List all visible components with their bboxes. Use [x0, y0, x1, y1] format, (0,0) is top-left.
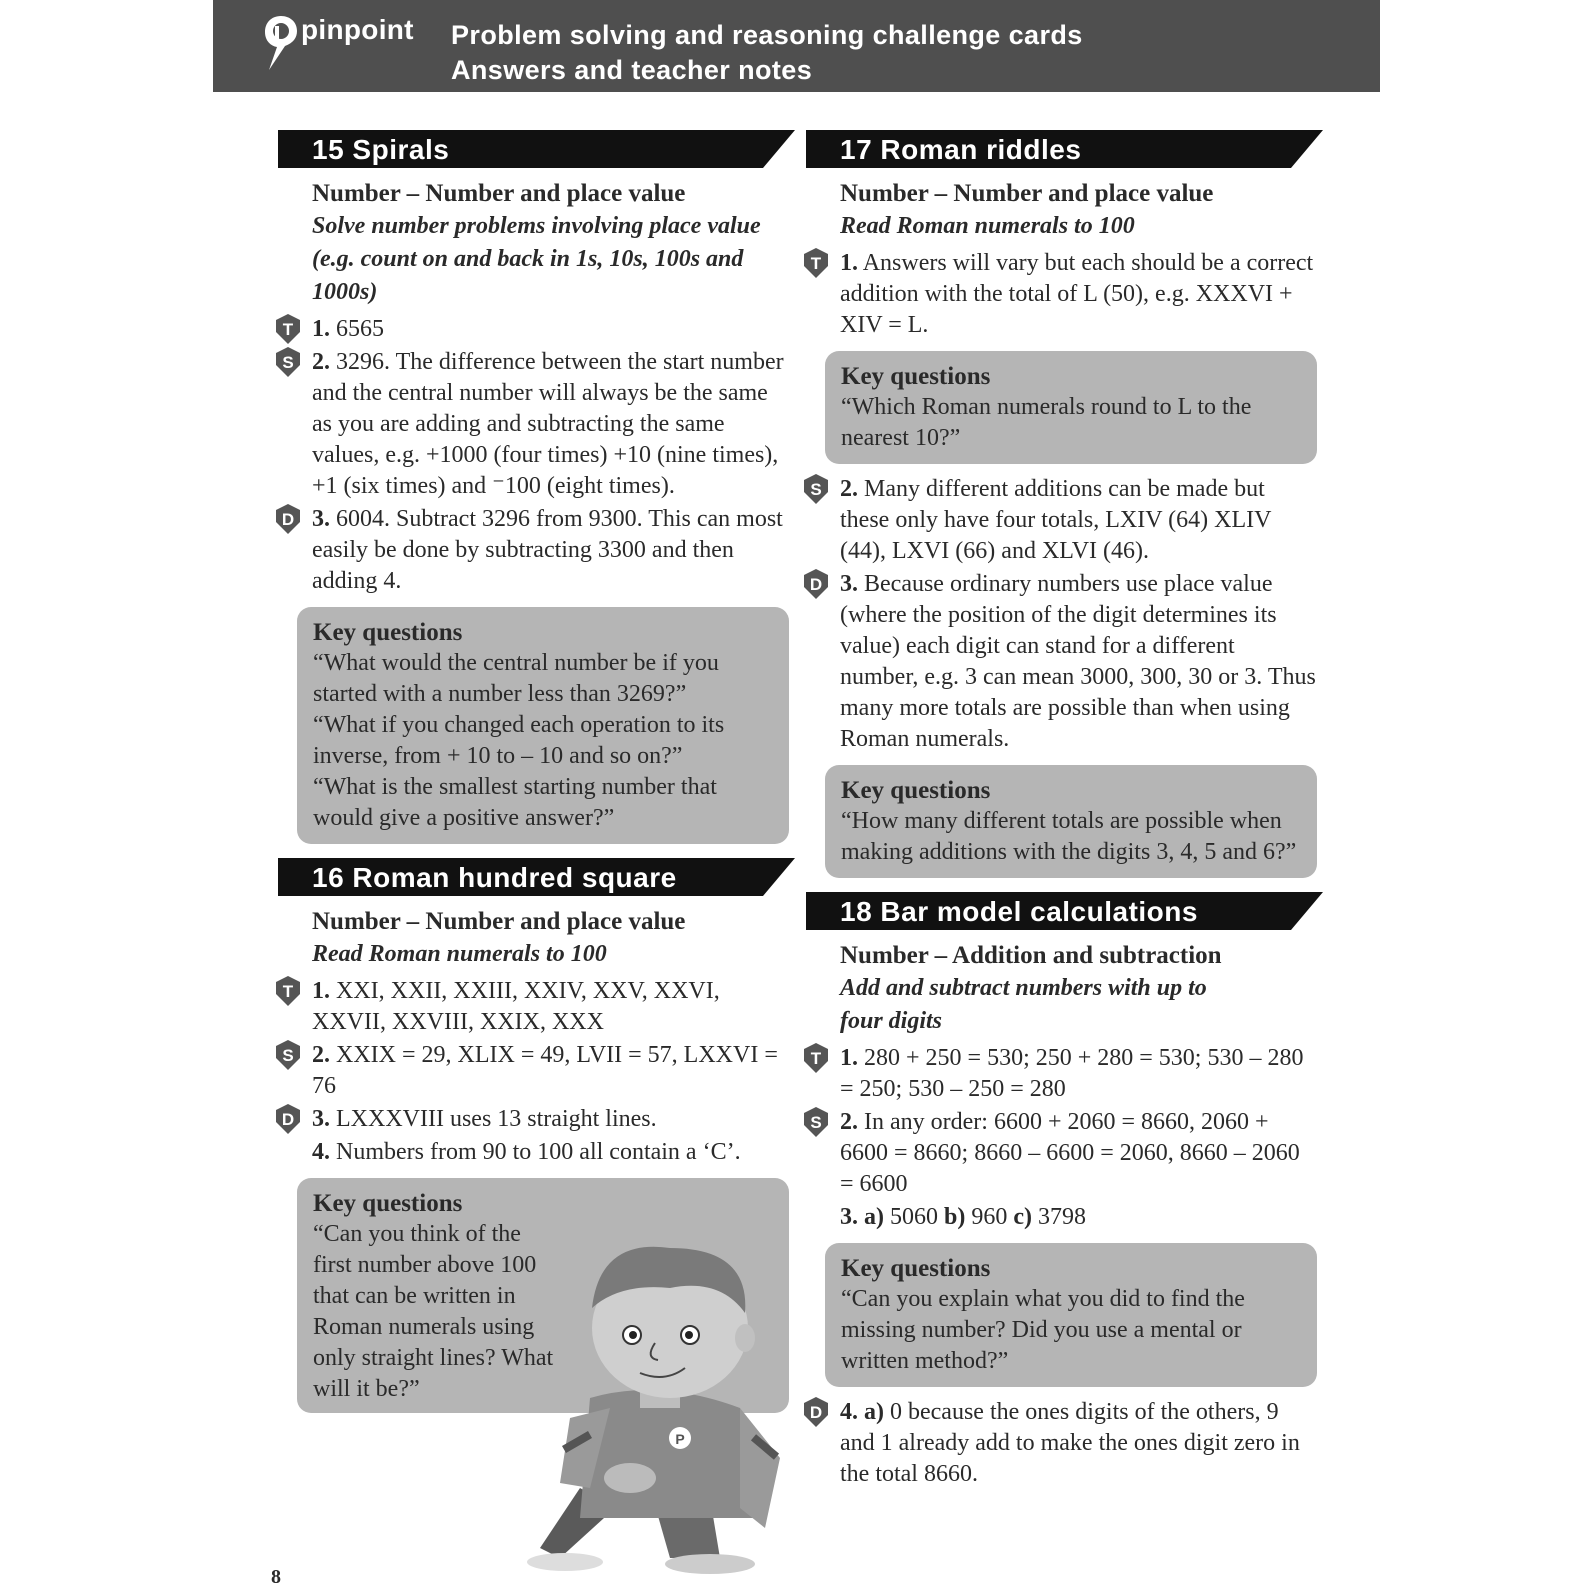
answer-text: LXXXVIII uses 13 straight lines. — [336, 1106, 657, 1132]
key-questions-title: Key questions — [841, 363, 991, 390]
badge-t-icon — [800, 246, 832, 289]
answer-number: 3. — [312, 506, 330, 532]
answer-number: 2. — [840, 1109, 858, 1135]
pinpoint-logo — [263, 14, 414, 72]
svg-text:D: D — [809, 1403, 823, 1422]
answer-text: XXI, XXII, XXIII, XXIV, XXV, XXVI, XXVII, XXVIII, XXIX, XXX — [312, 978, 720, 1035]
answer-text: 280 + 250 = 530; 250 + 280 = 530; 530 – 280 = 250; 530 – 250 = 280 — [840, 1045, 1304, 1102]
answer-number: 1. — [312, 978, 330, 1004]
header-title-line1: Problem solving and reasoning challenge cards — [451, 20, 1083, 50]
answer-item — [282, 1040, 789, 1102]
badge-s-icon — [272, 345, 304, 388]
answer-number: 3. — [312, 1106, 330, 1132]
section-15-objective: Solve number problems involving place value (e.g. count on and back in 1s, 10s, 100s and 1000s) — [312, 213, 761, 305]
answer-text: In any order: 6600 + 2060 = 8660, 2060 + 6600 = 8660; 8660 – 6600 = 2060, 8660 – 2060 = 6600 — [840, 1109, 1300, 1197]
key-questions-title: Key questions — [313, 619, 463, 646]
section-16-title: 16 Roman hundred square — [312, 862, 677, 893]
answer-text: 3798 — [1038, 1204, 1086, 1230]
answer-label: a) — [864, 1399, 884, 1425]
key-questions-box — [297, 607, 789, 844]
section-18-objective: Add and subtract numbers with up to four digits — [840, 975, 1207, 1034]
section-17-objective: Read Roman numerals to 100 — [840, 213, 1135, 239]
page-header — [213, 0, 1380, 92]
right-column — [806, 130, 1321, 1490]
answer-item — [281, 504, 789, 597]
answer-text: 5060 — [890, 1204, 938, 1230]
answer-item — [281, 1104, 789, 1135]
svg-text:T: T — [282, 320, 294, 339]
section-15-title: 15 Spirals — [312, 134, 450, 165]
answer-number: 4. — [312, 1139, 330, 1165]
svg-text:S: S — [810, 480, 822, 499]
badge-s-icon — [272, 1038, 304, 1081]
svg-text:T: T — [282, 982, 294, 1001]
answer-item — [312, 1137, 789, 1168]
answer-item — [810, 248, 1317, 341]
logo-wordmark: pinpoint — [301, 14, 414, 45]
section-15-body — [278, 177, 793, 844]
answer-number: 4. — [840, 1399, 858, 1425]
key-question: “Can you think of the first number above 100 that can be written in Roman numerals using only straight lines? What will it be?” — [313, 1221, 554, 1402]
answer-item — [810, 474, 1317, 567]
key-question: “Can you explain what you did to find the missing number? Did you use a mental or written method?” — [841, 1286, 1245, 1374]
answer-item — [282, 314, 789, 345]
answer-item — [840, 1202, 1317, 1233]
answer-number: 1. — [312, 316, 330, 342]
answer-number: 3. — [840, 1204, 858, 1230]
answer-number: 2. — [312, 1042, 330, 1068]
answer-text: 6004. Subtract 3296 from 9300. This can most easily be done by subtracting 3300 and then adding 4. — [312, 506, 783, 594]
answer-text: Answers will vary but each should be a correct addition with the total of L (50), e.g. XXXVI + XIV = L. — [840, 250, 1314, 338]
section-16-objective: Read Roman numerals to 100 — [312, 941, 607, 967]
key-questions-box — [825, 1243, 1317, 1387]
badge-t-icon — [272, 974, 304, 1017]
badge-d-icon — [800, 1395, 832, 1438]
badge-d-icon — [272, 1102, 304, 1145]
section-15-banner — [278, 130, 793, 168]
answer-text: XXIX = 29, XLIX = 49, LVII = 57, LXXVI = 76 — [312, 1042, 778, 1099]
key-questions-box — [825, 351, 1317, 464]
section-16-strand: Number – Number and place value — [312, 908, 686, 935]
answer-label: a) — [864, 1204, 884, 1230]
section-16-banner — [278, 858, 793, 896]
key-question: “Which Roman numerals round to L to the nearest 10?” — [841, 394, 1252, 451]
key-questions-title: Key questions — [841, 777, 991, 804]
answer-text: 0 because the ones digits of the others, 9 and 1 already add to make the ones digit zero in the total 8660. — [840, 1399, 1300, 1487]
badge-s-icon — [800, 1105, 832, 1148]
key-question: “How many different totals are possible when making additions with the digits 3, 4, 5 and 6?” — [841, 808, 1297, 865]
svg-text:S: S — [282, 353, 294, 372]
answer-text: Many different additions can be made but these only have four totals, LXIV (64) XLIV (44), LXVI (66) and XLVI (46). — [840, 476, 1272, 564]
key-question: “What would the central number be if you started with a number less than 3269?” — [313, 650, 719, 707]
header-title-line2: Answers and teacher notes — [451, 55, 813, 85]
section-18-title: 18 Bar model calculations — [840, 896, 1198, 927]
answer-text: Because ordinary numbers use place value (where the position of the digit determines its value) each digit can stand for a different number, e.g. 3 can mean 3000, 300, 30 or 3. Thus many more totals are possible than when using Roman numerals. — [840, 571, 1316, 752]
section-17-banner — [806, 130, 1321, 168]
section-18-strand: Number – Addition and subtraction — [840, 942, 1222, 969]
answer-number: 1. — [840, 1045, 858, 1071]
answer-label: c) — [1013, 1204, 1032, 1230]
badge-d-icon — [272, 502, 304, 545]
section-17-title: 17 Roman riddles — [840, 134, 1082, 165]
answer-text: 6565 — [336, 316, 384, 342]
key-questions-title: Key questions — [841, 1255, 991, 1282]
answer-item — [810, 1107, 1317, 1200]
key-question: “What if you changed each operation to its inverse, from + 10 to – 10 and so on?” — [313, 712, 725, 769]
badge-d-icon — [800, 567, 832, 610]
key-questions-box — [825, 765, 1317, 878]
answer-label: b) — [944, 1204, 966, 1230]
pinpoint-p-icon — [263, 14, 299, 72]
header-title — [451, 18, 1083, 88]
svg-text:D: D — [281, 510, 295, 529]
answer-text: 960 — [971, 1204, 1008, 1230]
svg-text:T: T — [810, 1049, 822, 1068]
boy-illustration — [520, 1228, 810, 1580]
svg-text:S: S — [282, 1046, 294, 1065]
answer-number: 3. — [840, 571, 858, 597]
answer-number: 1. — [840, 250, 858, 276]
answer-item — [282, 976, 789, 1038]
answer-item — [809, 569, 1317, 755]
section-17-strand: Number – Number and place value — [840, 180, 1214, 207]
section-18-body — [806, 939, 1321, 1490]
badge-t-icon — [800, 1041, 832, 1084]
key-question: “What is the smallest starting number that would give a positive answer?” — [313, 774, 717, 831]
section-17-body — [806, 177, 1321, 878]
page-number: 8 — [271, 1566, 281, 1588]
section-18-banner — [806, 892, 1321, 930]
answer-number: 2. — [312, 349, 330, 375]
svg-text:D: D — [809, 575, 823, 594]
answer-text: Numbers from 90 to 100 all contain a ‘C’. — [336, 1139, 741, 1165]
section-15-strand: Number – Number and place value — [312, 180, 686, 207]
svg-text:P: P — [675, 1431, 685, 1447]
badge-s-icon — [800, 472, 832, 515]
svg-text:T: T — [810, 254, 822, 273]
svg-text:S: S — [810, 1113, 822, 1132]
answer-item — [809, 1397, 1317, 1490]
answer-item — [282, 347, 789, 502]
svg-text:D: D — [281, 1110, 295, 1129]
answer-number: 2. — [840, 476, 858, 502]
answer-text: 3296. The difference between the start number and the central number will always be the same as you are adding and subtracting the same values, e.g. +1000 (four times) +10 (nine times), +1 (six times) and ⁻100 (eight times). — [312, 349, 784, 499]
key-questions-title: Key questions — [313, 1190, 463, 1217]
answer-item — [810, 1043, 1317, 1105]
